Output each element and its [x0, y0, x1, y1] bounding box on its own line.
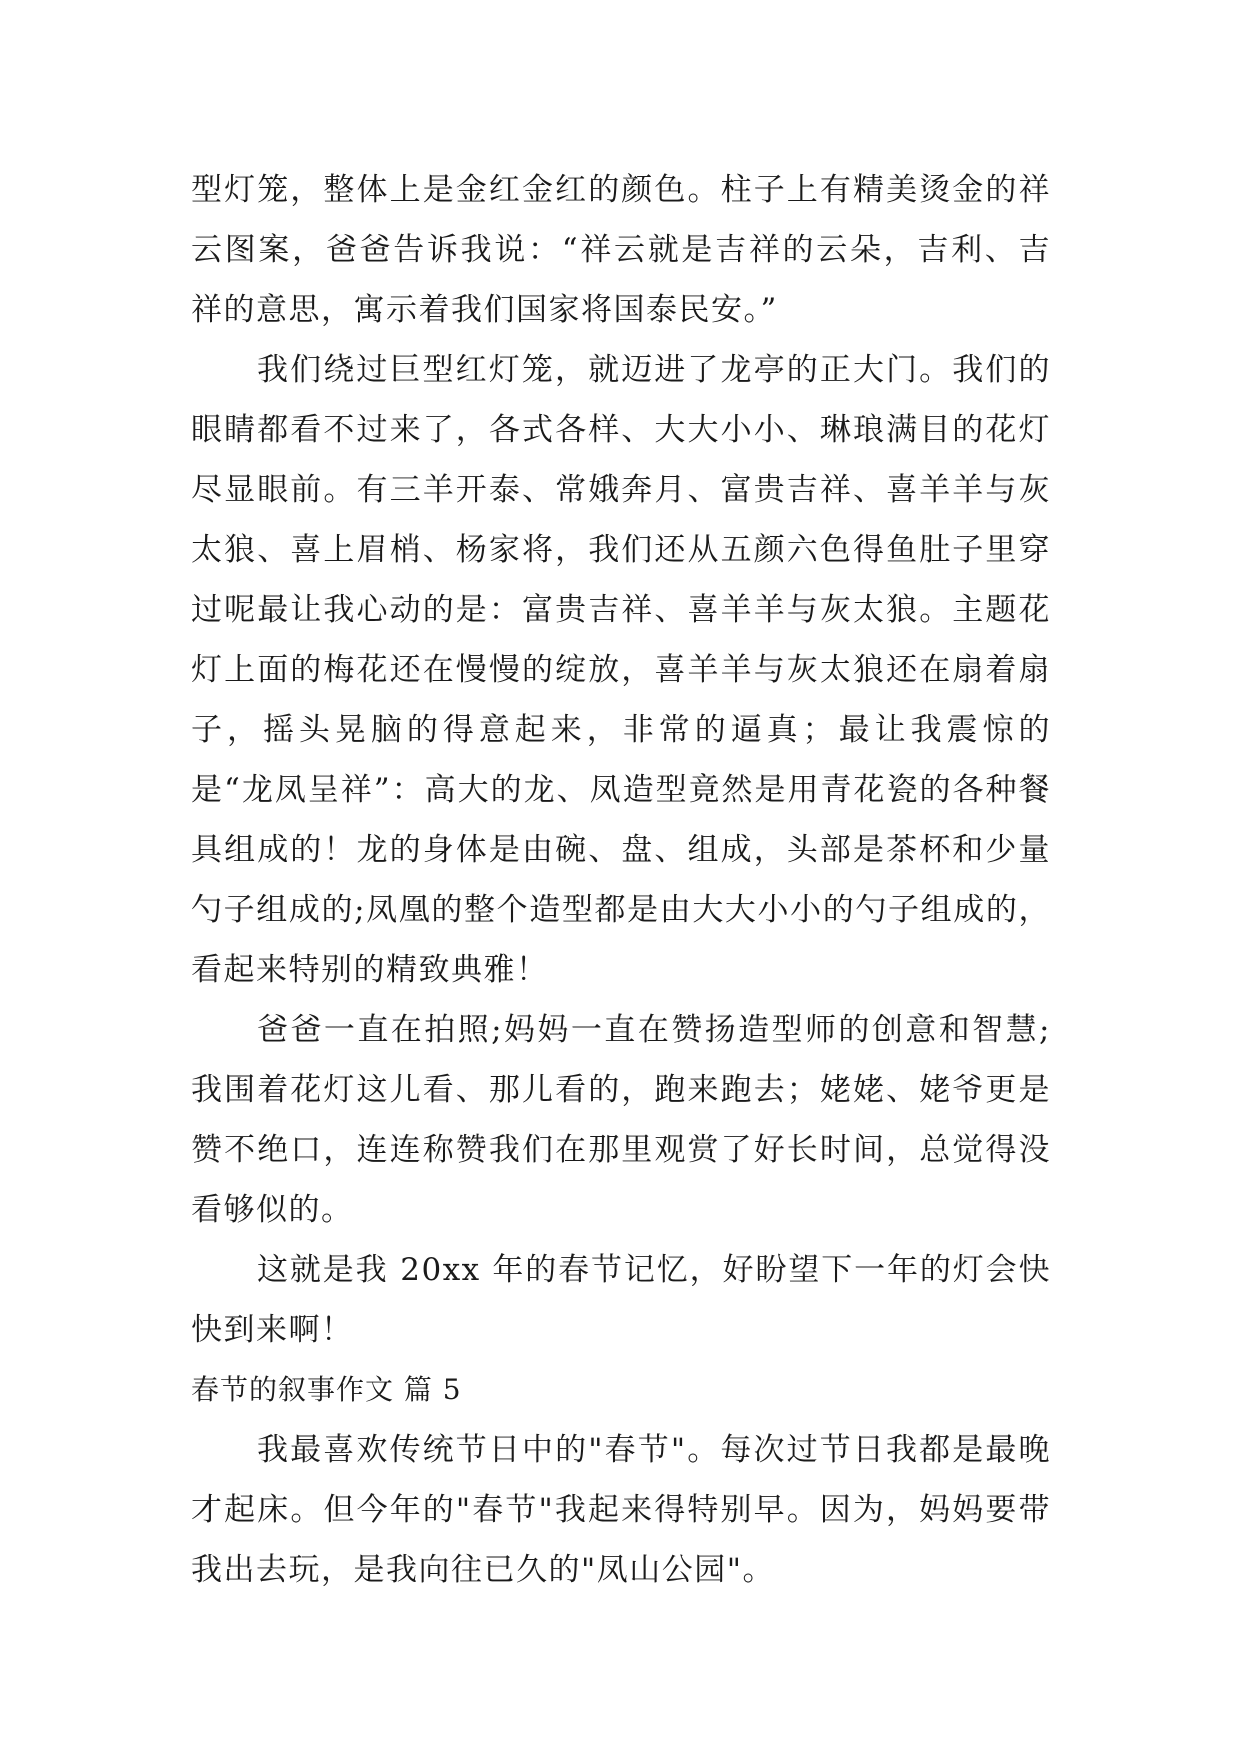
- paragraph-essay-5-intro: 我最喜欢传统节日中的"春节"。每次过节日我都是最晚才起床。但今年的"春节"我起来得特别早。因为，妈妈要带我出去玩，是我向往已久的"凤山公园"。: [191, 1432, 1051, 1588]
- section-heading: 春节的叙事作文 篇 5: [191, 1373, 462, 1406]
- paragraph-family-reactions: 爸爸一直在拍照;妈妈一直在赞扬造型师的创意和智慧;我围着花灯这儿看、那儿看的，跑来跑去；姥姥、姥爷更是赞不绝口，连连称赞我们在那里观赏了好长时间，总觉得没看够似的。: [191, 1012, 1051, 1228]
- document-body: [191, 160, 1051, 1600]
- paragraph-lantern-gate: 我们绕过巨型红灯笼，就迈进了龙亭的正大门。我们的眼睛都看不过来了，各式各样、大大小小、琳琅满目的花灯尽显眼前。有三羊开泰、常娥奔月、富贵吉祥、喜羊羊与灰太狼、喜上眉梢、杨家将，我们还从五颜六色得鱼肚子里穿过呢最让我心动的是：富贵吉祥、喜羊羊与灰太狼。主题花灯上面的梅花还在慢慢的绽放，喜羊羊与灰太狼还在扇着扇子，摇头晃脑的得意起来，非常的逼真；最让我震惊的是“龙凤呈祥”：高大的龙、凤造型竟然是用青花瓷的各种餐具组成的！龙的身体是由碗、盘、组成，头部是茶杯和少量勺子组成的;凤凰的整个造型都是由大大小小的勺子组成的，看起来特别的精致典雅！: [191, 352, 1051, 988]
- paragraph-continuation: 型灯笼，整体上是金红金红的颜色。柱子上有精美烫金的祥云图案，爸爸告诉我说：“祥云就是吉祥的云朵，吉利、吉祥的意思，寓示着我们国家将国泰民安。”: [191, 172, 1051, 328]
- paragraph-memory-closing: 这就是我 20xx 年的春节记忆，好盼望下一年的灯会快快到来啊！: [191, 1252, 1051, 1348]
